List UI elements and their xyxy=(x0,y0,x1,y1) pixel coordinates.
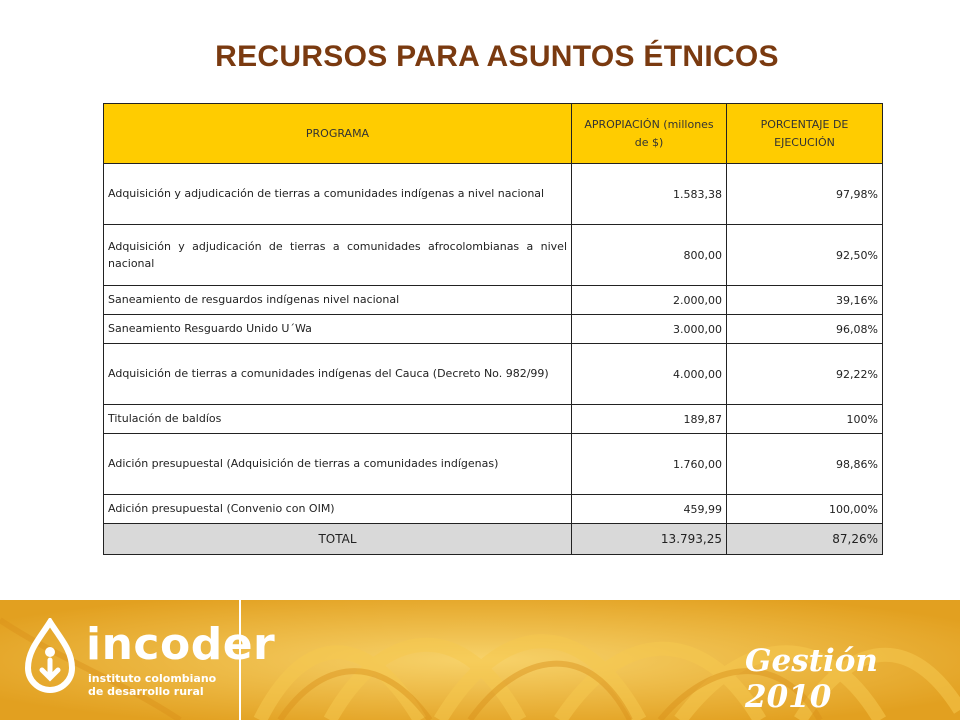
cell-programa: Adición presupuestal (Adquisición de tierras a comunidades indígenas) xyxy=(104,434,572,495)
cell-porcentaje: 96,08% xyxy=(727,315,883,344)
table-row xyxy=(104,434,883,495)
logo-subtitle-line-1: instituto colombiano xyxy=(88,672,217,685)
total-porcentaje: 87,26% xyxy=(727,524,883,555)
cell-apropiacion: 3.000,00 xyxy=(572,315,727,344)
cell-porcentaje: 100% xyxy=(727,405,883,434)
cell-porcentaje: 100,00% xyxy=(727,495,883,524)
cell-apropiacion: 189,87 xyxy=(572,405,727,434)
page-title: RECURSOS PARA ASUNTOS ÉTNICOS xyxy=(215,40,779,73)
header-apropiacion: APROPIACIÓN (millones de $) xyxy=(572,104,727,164)
header-porcentaje: PORCENTAJE DE EJECUCIÓN xyxy=(727,104,883,164)
table-row xyxy=(104,315,883,344)
logo-name: incoder xyxy=(86,619,276,670)
logo-subtitle-line-2: de desarrollo rural xyxy=(88,685,204,698)
cell-programa: Titulación de baldíos xyxy=(104,405,572,434)
cell-programa: Saneamiento de resguardos indígenas nivel nacional xyxy=(104,286,572,315)
table-row xyxy=(104,164,883,225)
cell-programa: Saneamiento Resguardo Unido U´Wa xyxy=(104,315,572,344)
cell-porcentaje: 92,22% xyxy=(727,344,883,405)
cell-programa: Adición presupuestal (Convenio con OIM) xyxy=(104,495,572,524)
tagline: Gestión 2010 xyxy=(745,643,878,715)
cell-porcentaje: 39,16% xyxy=(727,286,883,315)
table-row xyxy=(104,405,883,434)
logo-subtitle xyxy=(88,672,248,698)
cell-apropiacion: 459,99 xyxy=(572,495,727,524)
cell-porcentaje: 98,86% xyxy=(727,434,883,495)
table-row xyxy=(104,286,883,315)
table-row xyxy=(104,495,883,524)
total-label: TOTAL xyxy=(104,524,572,555)
cell-programa: Adquisición y adjudicación de tierras a comunidades afrocolombianas a nivel nacional xyxy=(104,225,572,286)
cell-porcentaje: 92,50% xyxy=(727,225,883,286)
incoder-drop-logo-icon xyxy=(22,618,78,698)
table-row xyxy=(104,225,883,286)
total-apropiacion: 13.793,25 xyxy=(572,524,727,555)
table-row xyxy=(104,344,883,405)
budget-table xyxy=(103,103,883,555)
cell-apropiacion: 4.000,00 xyxy=(572,344,727,405)
cell-apropiacion: 800,00 xyxy=(572,225,727,286)
cell-programa: Adquisición y adjudicación de tierras a comunidades indígenas a nivel nacional xyxy=(104,164,572,225)
table-header-row xyxy=(104,104,883,164)
cell-apropiacion: 1.760,00 xyxy=(572,434,727,495)
cell-porcentaje: 97,98% xyxy=(727,164,883,225)
cell-apropiacion: 1.583,38 xyxy=(572,164,727,225)
cell-apropiacion: 2.000,00 xyxy=(572,286,727,315)
table-total-row xyxy=(104,524,883,555)
cell-programa: Adquisición de tierras a comunidades indígenas del Cauca (Decreto No. 982/99) xyxy=(104,344,572,405)
header-programa: PROGRAMA xyxy=(104,104,572,164)
